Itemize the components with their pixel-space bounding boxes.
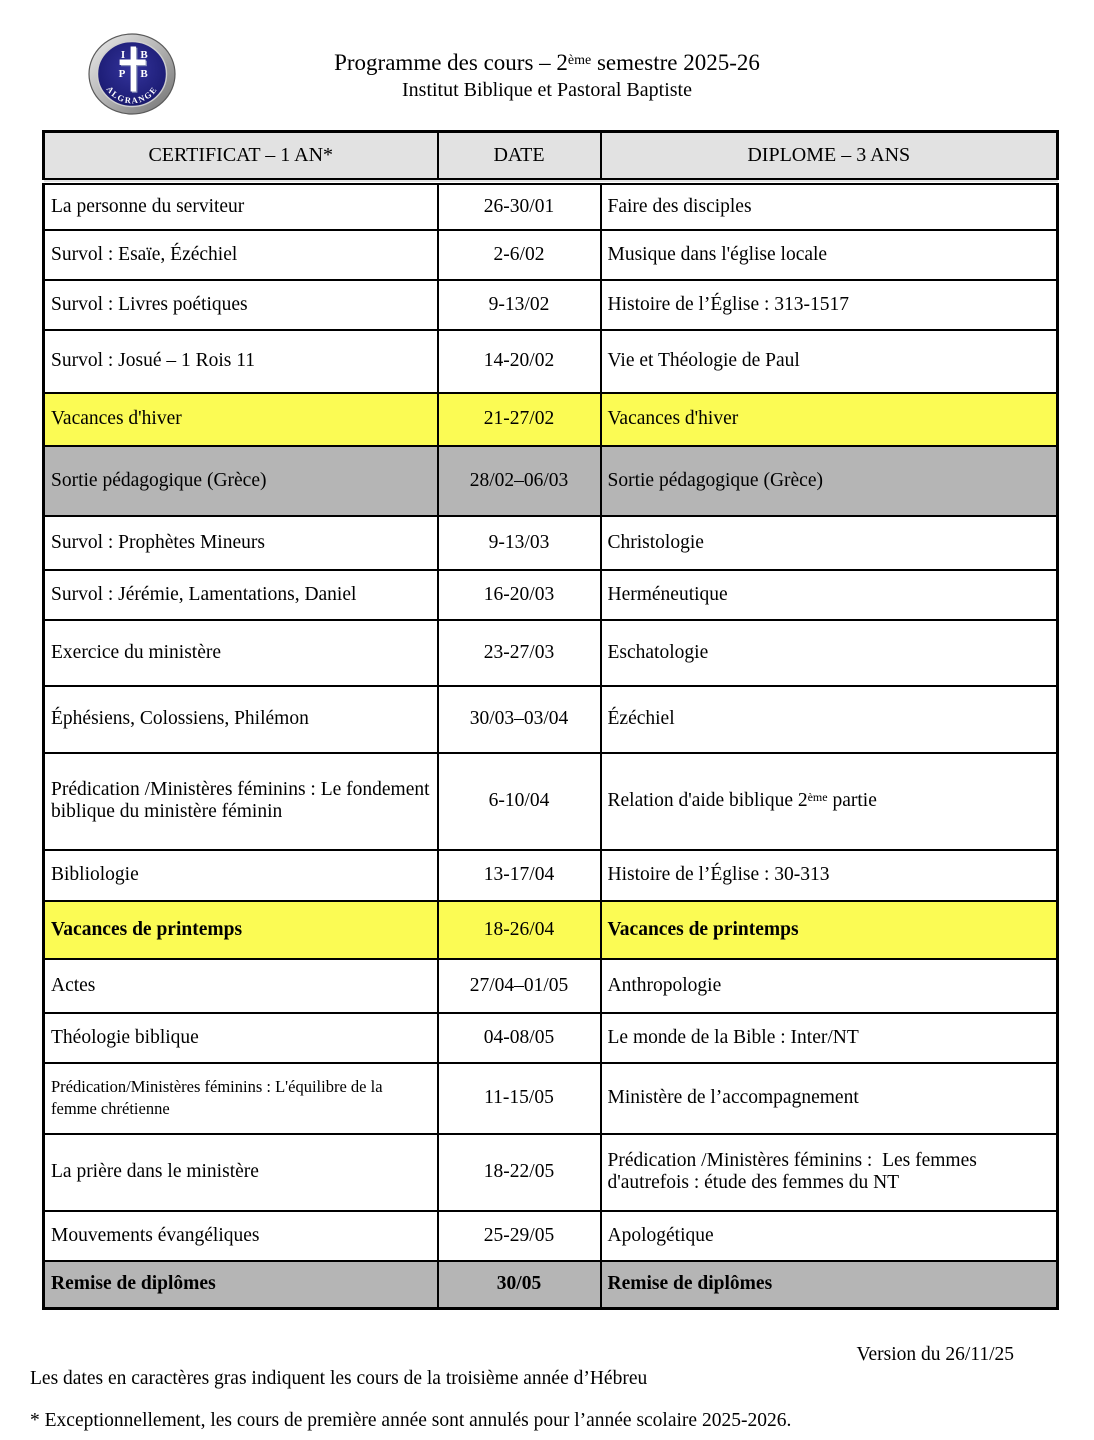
header-date: DATE [438,132,601,182]
table-row [44,1063,1058,1134]
table-row [44,280,1058,330]
diplome-cell: Sortie pédagogique (Grèce) [601,446,1058,516]
date-cell: 30/03–03/04 [438,686,601,753]
first-year-footnote: * Exceptionnellement, les cours de première année sont annulés pour l’année scolaire 2025-2026. [30,1410,792,1431]
header-certificat: CERTIFICAT – 1 AN* [44,132,438,182]
date-cell: 18-22/05 [438,1134,601,1211]
diplome-cell: Ézéchiel [601,686,1058,753]
diplome-cell: Histoire de l’Église : 313-1517 [601,280,1058,330]
certificat-cell: Prédication /Ministères féminins : Le fondement biblique du ministère féminin [44,753,438,850]
table-row [44,620,1058,686]
diplome-cell: Vacances d'hiver [601,393,1058,446]
table-row [44,446,1058,516]
diplome-cell: Eschatologie [601,620,1058,686]
certificat-cell: Vacances d'hiver [44,393,438,446]
institute-logo-icon [88,33,176,115]
table-row [44,182,1058,230]
header-diplome: DIPLOME – 3 ANS [601,132,1058,182]
schedule-table [42,130,1059,1310]
date-cell: 04-08/05 [438,1013,601,1063]
date-cell: 27/04–01/05 [438,959,601,1013]
table-row [44,570,1058,620]
logo-letter-i: I [120,49,126,61]
table-row [44,850,1058,901]
certificat-cell: Vacances de printemps [44,901,438,959]
diplome-cell: Apologétique [601,1211,1058,1261]
version-label: Version du 26/11/25 [856,1344,1014,1365]
date-cell: 28/02–06/03 [438,446,601,516]
table-row [44,686,1058,753]
certificat-cell: Exercice du ministère [44,620,438,686]
date-cell: 25-29/05 [438,1211,601,1261]
certificat-cell: Survol : Jérémie, Lamentations, Daniel [44,570,438,620]
diplome-cell: Anthropologie [601,959,1058,1013]
table-row [44,1013,1058,1063]
logo-letter-b-mid: B [140,68,148,80]
table-row [44,1134,1058,1211]
date-cell: 13-17/04 [438,850,601,901]
logo-letter-p: P [118,68,126,80]
diplome-cell: Relation d'aide biblique 2ème partie [601,753,1058,850]
diplome-cell: Christologie [601,516,1058,570]
diplome-cell: Histoire de l’Église : 30-313 [601,850,1058,901]
diplome-cell: Remise de diplômes [601,1261,1058,1309]
table-row [44,959,1058,1013]
header-row [44,132,1058,182]
date-cell: 2-6/02 [438,230,601,280]
institute-logo [88,33,176,115]
table-row [44,230,1058,280]
certificat-cell: Remise de diplômes [44,1261,438,1309]
schedule-body [44,182,1058,1309]
table-row [44,901,1058,959]
logo-letter-b-top: B [140,49,148,61]
certificat-cell: Mouvements évangéliques [44,1211,438,1261]
table-row [44,330,1058,393]
certificat-cell: Théologie biblique [44,1013,438,1063]
certificat-cell: La prière dans le ministère [44,1134,438,1211]
date-cell: 30/05 [438,1261,601,1309]
table-row [44,1261,1058,1309]
page-title: Programme des cours – 2ème semestre 2025-26 [334,50,760,75]
date-cell: 9-13/02 [438,280,601,330]
date-cell: 9-13/03 [438,516,601,570]
table-row [44,393,1058,446]
certificat-cell: Sortie pédagogique (Grèce) [44,446,438,516]
bold-dates-note: Les dates en caractères gras indiquent les cours de la troisième année d’Hébreu [30,1368,648,1389]
logo-arc-text: ALGRANGE [104,84,160,106]
certificat-cell: Survol : Esaïe, Ézéchiel [44,230,438,280]
certificat-cell: Survol : Prophètes Mineurs [44,516,438,570]
certificat-cell: La personne du serviteur [44,182,438,230]
date-cell: 16-20/03 [438,570,601,620]
date-cell: 18-26/04 [438,901,601,959]
diplome-cell: Vacances de printemps [601,901,1058,959]
table-row [44,1211,1058,1261]
date-cell: 11-15/05 [438,1063,601,1134]
certificat-cell: Survol : Livres poétiques [44,280,438,330]
date-cell: 26-30/01 [438,182,601,230]
diplome-cell: Musique dans l'église locale [601,230,1058,280]
certificat-cell: Prédication/Ministères féminins : L'équilibre de la femme chrétienne [44,1063,438,1134]
certificat-cell: Survol : Josué – 1 Rois 11 [44,330,438,393]
diplome-cell: Ministère de l’accompagnement [601,1063,1058,1134]
certificat-cell: Bibliologie [44,850,438,901]
diplome-cell: Vie et Théologie de Paul [601,330,1058,393]
date-cell: 14-20/02 [438,330,601,393]
diplome-cell: Prédication /Ministères féminins : Les femmes d'autrefois : étude des femmes du NT [601,1134,1058,1211]
date-cell: 21-27/02 [438,393,601,446]
diplome-cell: Herméneutique [601,570,1058,620]
diplome-cell: Le monde de la Bible : Inter/NT [601,1013,1058,1063]
page-subtitle: Institut Biblique et Pastoral Baptiste [402,78,692,101]
document-header [0,0,1094,130]
date-cell: 6-10/04 [438,753,601,850]
date-cell: 23-27/03 [438,620,601,686]
certificat-cell: Éphésiens, Colossiens, Philémon [44,686,438,753]
certificat-cell: Actes [44,959,438,1013]
table-row [44,516,1058,570]
diplome-cell: Faire des disciples [601,182,1058,230]
table-row [44,753,1058,850]
